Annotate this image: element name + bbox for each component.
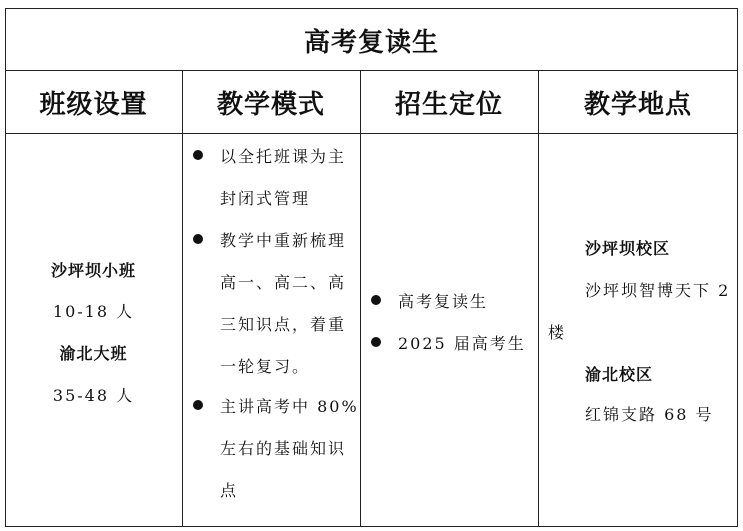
teaching-mode-line: 以全托班课为主	[220, 147, 347, 166]
campus-address-shapingba-cont: 楼	[548, 323, 567, 342]
class-size-shapingba: 10-18 人	[52, 302, 135, 321]
teaching-mode-line: 一轮复习。	[220, 357, 311, 376]
campus-address-shapingba: 沙坪坝智博天下 2	[585, 281, 731, 300]
teaching-mode-line: 点	[220, 481, 239, 500]
class-size-yubei: 35-48 人	[52, 386, 135, 405]
column-header-location: 教学地点	[583, 90, 692, 120]
header-divider	[5, 133, 738, 134]
bullet-icon	[371, 337, 381, 347]
class-name-yubei: 渝北大班	[59, 344, 128, 363]
teaching-mode-line: 封闭式管理	[220, 189, 311, 208]
bullet-icon	[193, 400, 203, 410]
campus-name-yubei: 渝北校区	[585, 365, 654, 384]
class-name-shapingba: 沙坪坝小班	[50, 261, 136, 280]
teaching-mode-line: 教学中重新梳理	[220, 231, 347, 250]
column-divider-1	[182, 70, 183, 527]
bullet-icon	[371, 295, 381, 305]
column-header-teaching-mode: 教学模式	[216, 90, 325, 120]
teaching-mode-line: 左右的基础知识	[220, 439, 347, 458]
campus-name-shapingba: 沙坪坝校区	[585, 239, 671, 258]
column-header-enrollment: 招生定位	[394, 90, 503, 120]
campus-address-yubei: 红锦支路 68 号	[585, 405, 714, 424]
teaching-mode-line: 主讲高考中 80%	[220, 397, 359, 416]
bullet-icon	[193, 150, 203, 160]
column-divider-3	[538, 70, 539, 527]
enrollment-item: 高考复读生	[398, 292, 489, 311]
bullet-icon	[193, 234, 203, 244]
column-divider-2	[360, 70, 361, 527]
teaching-mode-line: 三知识点，着重	[220, 315, 347, 334]
teaching-mode-line: 高一、高二、高	[220, 273, 347, 292]
table-title: 高考复读生	[303, 28, 439, 58]
column-header-class-setup: 班级设置	[39, 90, 148, 120]
title-divider	[5, 70, 738, 71]
enrollment-item: 2025 届高考生	[398, 334, 526, 353]
